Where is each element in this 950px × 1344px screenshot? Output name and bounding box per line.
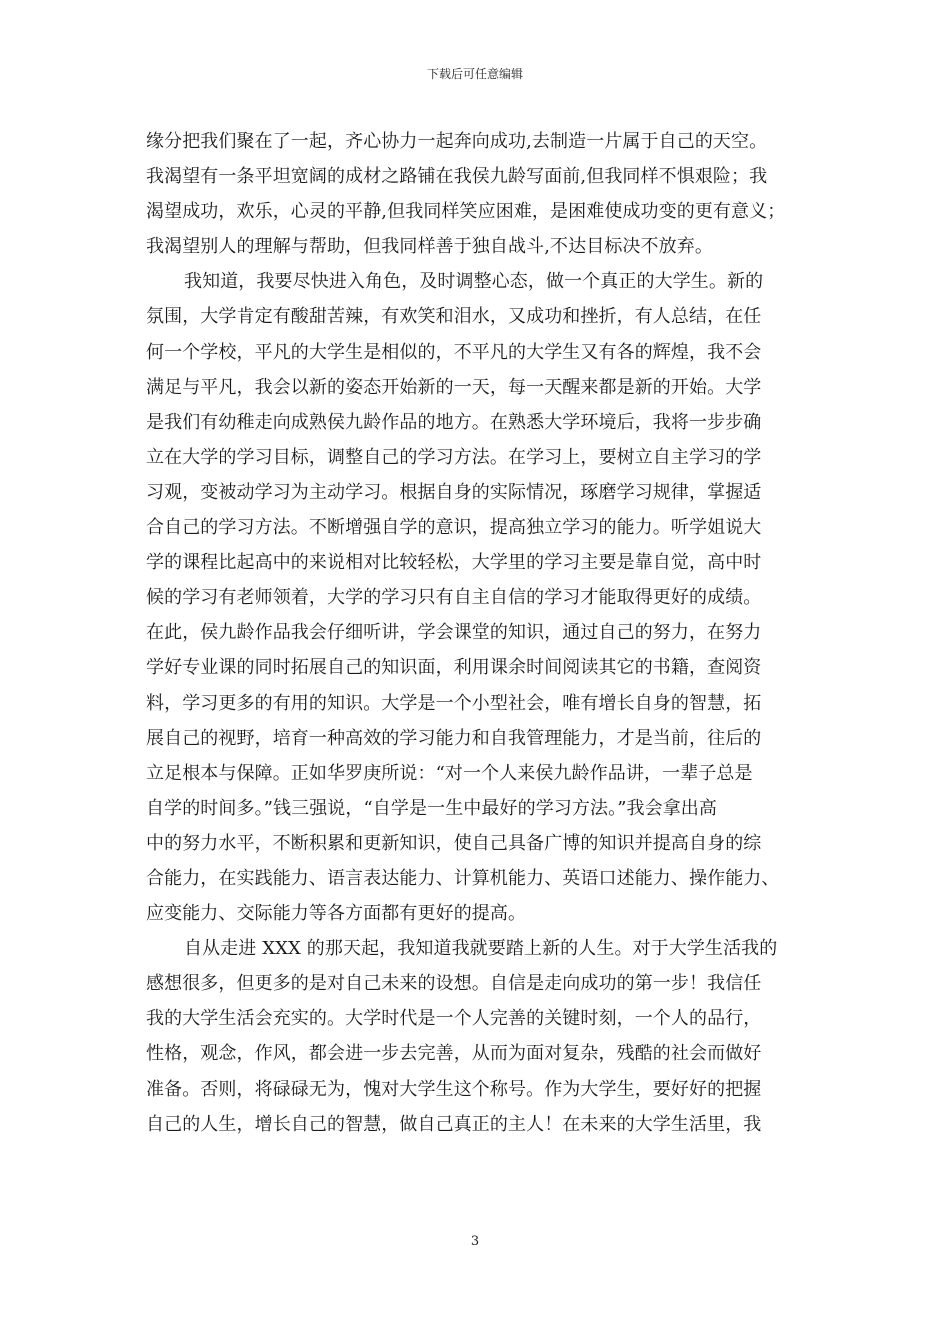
text-line: 缘分把我们聚在了一起，齐心协力一起奔向成功,去制造一片属于自己的天空。 bbox=[146, 131, 768, 152]
text-line: 是我们有幼稚走向成熟侯九龄作品的地方。在熟悉大学环境后，我将一步步确 bbox=[146, 411, 762, 433]
body-text bbox=[146, 124, 806, 1142]
text-line: 何一个学校，平凡的大学生是相似的，不平凡的大学生又有各的辉煌，我不会 bbox=[146, 341, 762, 363]
text-line: 立足根本与保障。正如华罗庚所说：“对一个人来侯九龄作品讲，一辈子总是 bbox=[146, 762, 753, 784]
text-line: 氛围，大学肯定有酸甜苦辣，有欢笑和泪水，又成功和挫折，有人总结，在任 bbox=[146, 306, 762, 328]
text-line: 我渴望有一条平坦宽阔的成材之路铺在我侯九龄写面前,但我同样不惧艰险；我 bbox=[146, 166, 768, 188]
page-number: 3 bbox=[470, 1234, 480, 1249]
text-line: 感想很多，但更多的是对自己未来的设想。自信是走向成功的第一步！我信任 bbox=[146, 973, 762, 995]
text-line: 自从走进 XXX 的那天起，我知道我就要踏上新的人生。对于大学生活我的 bbox=[184, 938, 778, 960]
text-line: 展自己的视野，培育一种高效的学习能力和自我管理能力，才是当前，往后的 bbox=[146, 727, 762, 749]
text-line: 合能力，在实践能力、语言表达能力、计算机能力、英语口述能力、操作能力、 bbox=[146, 867, 780, 889]
text-line: 习观，变被动学习为主动学习。根据自身的实际情况，琢磨学习规律，掌握适 bbox=[146, 481, 762, 503]
text-line: 我知道，我要尽快进入角色，及时调整心态，做一个真正的大学生。新的 bbox=[184, 271, 764, 293]
text-line: 渴望成功，欢乐，心灵的平静,但我同样笑应困难，是困难使成功变的更有意义； bbox=[146, 201, 786, 223]
text-line: 自己的人生，增长自己的智慧，做自己真正的主人！在未来的大学生活里，我 bbox=[146, 1113, 762, 1135]
text-line: 我渴望别人的理解与帮助，但我同样善于独自战斗,不达目标决不放弃。 bbox=[146, 236, 713, 258]
text-line: 合自己的学习方法。不断增强自学的意识，提高独立学习的能力。听学姐说大 bbox=[146, 517, 762, 539]
text-line: 学的课程比起高中的来说相对比较轻松，大学里的学习主要是靠自觉，高中时 bbox=[146, 552, 762, 574]
text-line: 料，学习更多的有用的知识。大学是一个小型社会，唯有增长自身的智慧，拓 bbox=[146, 692, 762, 714]
text-line: 学好专业课的同时拓展自己的知识面，利用课余时间阅读其它的书籍，查阅资 bbox=[146, 657, 762, 679]
text-line: 满足与平凡，我会以新的姿态开始新的一天，每一天醒来都是新的开始。大学 bbox=[146, 376, 762, 398]
text-line: 我的大学生活会充实的。大学时代是一个人完善的关键时刻，一个人的品行， bbox=[146, 1008, 762, 1030]
text-line: 性格，观念，作风，都会进一步去完善，从而为面对复杂，残酷的社会而做好 bbox=[146, 1043, 762, 1065]
page-header: 下载后可任意编辑 bbox=[426, 67, 523, 81]
text-line: 中的努力水平，不断积累和更新知识，使自己具备广博的知识并提高自身的综 bbox=[146, 832, 762, 854]
text-line: 在此，侯九龄作品我会仔细听讲，学会课堂的知识，通过自己的努力，在努力 bbox=[146, 622, 762, 644]
text-line: 准备。否则，将碌碌无为，愧对大学生这个称号。作为大学生，要好好的把握 bbox=[146, 1078, 762, 1100]
text-line: 应变能力、交际能力等各方面都有更好的提高。 bbox=[146, 903, 527, 925]
text-line: 候的学习有老师领着，大学的学习只有自主自信的学习才能取得更好的成绩。 bbox=[146, 587, 762, 609]
text-line: 立在大学的学习目标，调整自己的学习方法。在学习上，要树立自主学习的学 bbox=[146, 446, 762, 468]
text-line: 自学的时间多。”钱三强说，“自学是一生中最好的学习方法。”我会拿出高 bbox=[146, 797, 718, 819]
